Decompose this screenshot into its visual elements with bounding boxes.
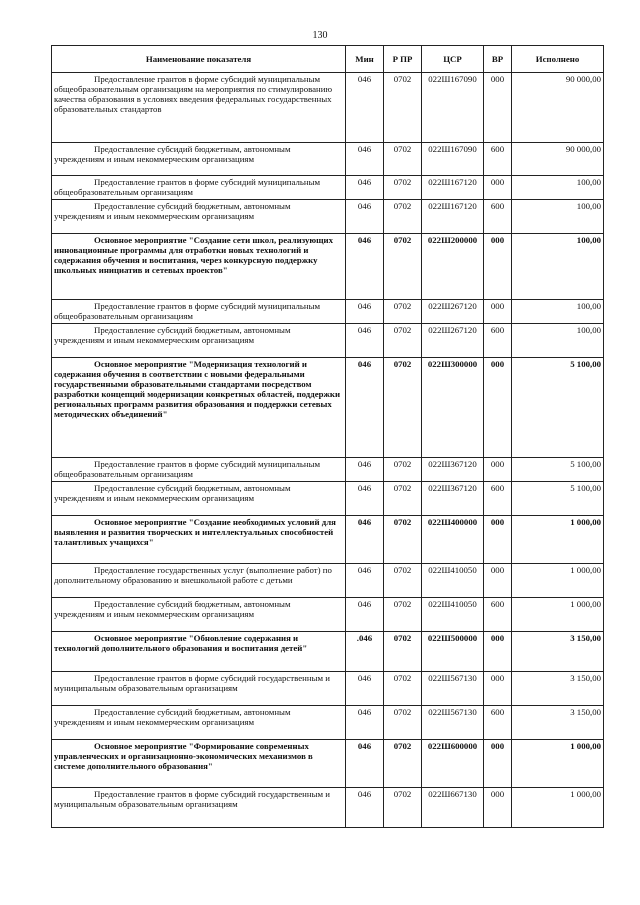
cell-min: 046: [346, 482, 384, 516]
cell-rpr: 0702: [384, 672, 422, 706]
row-name: Предоставление грантов в форме субсидий муниципальным общеобразовательным организациям: [54, 301, 321, 321]
row-name: Предоставление субсидий бюджетным, автономным учреждениям и иным некоммерческим организациям: [54, 325, 291, 345]
cell-done: 100,00: [512, 324, 604, 358]
table-row: [52, 234, 604, 300]
cell-rpr: 0702: [384, 358, 422, 458]
table-row: [52, 740, 604, 788]
cell-done: 1 000,00: [512, 788, 604, 828]
cell-done: 90 000,00: [512, 73, 604, 143]
cell-name: [52, 73, 346, 143]
cell-rpr: 0702: [384, 788, 422, 828]
cell-vr: 600: [484, 482, 512, 516]
cell-min: 046: [346, 143, 384, 176]
cell-vr: 000: [484, 358, 512, 458]
cell-rpr: 0702: [384, 598, 422, 632]
cell-csr: 022Ш567130: [422, 672, 484, 706]
table-row: [52, 358, 604, 458]
table-row: [52, 788, 604, 828]
row-name: Основное мероприятие "Модернизация технологий и содержания обучения в соответствии с новыми федеральными государственными образовательными стандартами посредством разработки концепций модернизации конкретных областей, поддержки региональных программ развития образования и поддержки сетевых методических объединений": [54, 359, 341, 419]
cell-name: [52, 516, 346, 564]
cell-vr: 000: [484, 788, 512, 828]
cell-name: [52, 143, 346, 176]
cell-rpr: 0702: [384, 632, 422, 672]
cell-csr: 022Ш667130: [422, 788, 484, 828]
table-row: [52, 564, 604, 598]
cell-done: 5 100,00: [512, 482, 604, 516]
cell-vr: 000: [484, 234, 512, 300]
header-min: Мин: [346, 46, 384, 73]
table-row: [52, 672, 604, 706]
cell-rpr: 0702: [384, 300, 422, 324]
cell-vr: 000: [484, 564, 512, 598]
cell-rpr: 0702: [384, 516, 422, 564]
cell-csr: 022Ш300000: [422, 358, 484, 458]
cell-min: 046: [346, 200, 384, 234]
cell-vr: 600: [484, 706, 512, 740]
cell-min: 046: [346, 300, 384, 324]
cell-vr: 600: [484, 598, 512, 632]
cell-vr: 000: [484, 458, 512, 482]
cell-csr: 022Ш567130: [422, 706, 484, 740]
cell-csr: 022Ш167090: [422, 143, 484, 176]
cell-done: 3 150,00: [512, 672, 604, 706]
row-name: Предоставление грантов в форме субсидий муниципальным общеобразовательным организациям: [54, 177, 321, 197]
cell-rpr: 0702: [384, 234, 422, 300]
cell-rpr: 0702: [384, 73, 422, 143]
cell-csr: 022Ш500000: [422, 632, 484, 672]
cell-done: 100,00: [512, 300, 604, 324]
header-name: Наименование показателя: [52, 46, 346, 73]
cell-name: [52, 358, 346, 458]
cell-vr: 000: [484, 672, 512, 706]
cell-done: 90 000,00: [512, 143, 604, 176]
cell-csr: 022Ш167120: [422, 200, 484, 234]
header-rpr: Р ПР: [384, 46, 422, 73]
cell-rpr: 0702: [384, 482, 422, 516]
row-name: Предоставление грантов в форме субсидий государственным и муниципальным образовательным организациям: [54, 673, 330, 693]
table-row: [52, 324, 604, 358]
cell-name: [52, 482, 346, 516]
cell-rpr: 0702: [384, 740, 422, 788]
cell-name: [52, 564, 346, 598]
header-csr: ЦСР: [422, 46, 484, 73]
table-row: [52, 706, 604, 740]
cell-name: [52, 740, 346, 788]
cell-rpr: 0702: [384, 143, 422, 176]
table-row: [52, 176, 604, 200]
cell-vr: 000: [484, 740, 512, 788]
table-row: [52, 458, 604, 482]
cell-min: 046: [346, 672, 384, 706]
cell-name: [52, 458, 346, 482]
cell-min: 046: [346, 234, 384, 300]
row-name: Основное мероприятие "Создание сети школ, реализующих инновационные программы для отработки новых технологий и содержания обучения и воспитания, через конкурсную поддержку школьных инициатив и сетевых проектов": [54, 235, 334, 275]
cell-done: 100,00: [512, 200, 604, 234]
row-name: Предоставление субсидий бюджетным, автономным учреждениям и иным некоммерческим организациям: [54, 707, 291, 727]
cell-done: 1 000,00: [512, 598, 604, 632]
row-name: Предоставление субсидий бюджетным, автономным учреждениям и иным некоммерческим организациям: [54, 599, 291, 619]
cell-name: [52, 176, 346, 200]
cell-vr: 600: [484, 143, 512, 176]
row-name: Предоставление грантов в форме субсидий государственным и муниципальным образовательным организациям: [54, 789, 330, 809]
cell-vr: 000: [484, 516, 512, 564]
cell-done: 3 150,00: [512, 632, 604, 672]
row-name: Предоставление грантов в форме субсидий муниципальным общеобразовательным организациям на мероприятия по стимулированию качества образования в условиях введения федеральных государственных образовательных стандартов: [54, 74, 333, 114]
cell-done: 1 000,00: [512, 564, 604, 598]
cell-vr: 000: [484, 300, 512, 324]
cell-csr: 022Ш410050: [422, 598, 484, 632]
cell-min: .046: [346, 632, 384, 672]
cell-csr: 022Ш167120: [422, 176, 484, 200]
cell-min: 046: [346, 358, 384, 458]
table-row: [52, 73, 604, 143]
cell-done: 1 000,00: [512, 516, 604, 564]
table-row: [52, 200, 604, 234]
cell-csr: 022Ш367120: [422, 482, 484, 516]
header-done: Исполнено: [512, 46, 604, 73]
cell-done: 5 100,00: [512, 458, 604, 482]
row-name: Основное мероприятие "Формирование современных управленческих и организационно-экономических механизмов в системе дополнительного образования": [54, 741, 313, 771]
table-row: [52, 598, 604, 632]
cell-done: 100,00: [512, 234, 604, 300]
cell-vr: 000: [484, 632, 512, 672]
table-row: [52, 516, 604, 564]
cell-csr: 022Ш600000: [422, 740, 484, 788]
table-row: [52, 632, 604, 672]
row-name: Предоставление субсидий бюджетным, автономным учреждениям и иным некоммерческим организациям: [54, 201, 291, 221]
cell-done: 1 000,00: [512, 740, 604, 788]
cell-rpr: 0702: [384, 200, 422, 234]
cell-name: [52, 598, 346, 632]
cell-csr: 022Ш400000: [422, 516, 484, 564]
cell-csr: 022Ш367120: [422, 458, 484, 482]
table-header-row: [52, 46, 604, 73]
cell-min: 046: [346, 788, 384, 828]
cell-done: 100,00: [512, 176, 604, 200]
cell-min: 046: [346, 564, 384, 598]
row-name: Предоставление грантов в форме субсидий муниципальным общеобразовательным организациям: [54, 459, 321, 479]
cell-min: 046: [346, 324, 384, 358]
cell-min: 046: [346, 73, 384, 143]
table-row: [52, 143, 604, 176]
cell-rpr: 0702: [384, 176, 422, 200]
cell-done: 3 150,00: [512, 706, 604, 740]
cell-csr: 022Ш267120: [422, 300, 484, 324]
cell-min: 046: [346, 598, 384, 632]
cell-rpr: 0702: [384, 564, 422, 598]
cell-name: [52, 300, 346, 324]
cell-name: [52, 632, 346, 672]
cell-vr: 600: [484, 324, 512, 358]
cell-min: 046: [346, 176, 384, 200]
row-name: Основное мероприятие "Создание необходимых условий для выявления и развития творческих и интеллектуальных способностей талантливых учащихся": [54, 517, 336, 547]
cell-rpr: 0702: [384, 458, 422, 482]
cell-done: 5 100,00: [512, 358, 604, 458]
table-row: [52, 300, 604, 324]
cell-name: [52, 200, 346, 234]
table-row: [52, 482, 604, 516]
row-name: Предоставление субсидий бюджетным, автономным учреждениям и иным некоммерческим организациям: [54, 483, 291, 503]
row-name: Основное мероприятие "Обновление содержания и технологий дополнительного образования и воспитания детей": [54, 633, 308, 653]
cell-min: 046: [346, 458, 384, 482]
cell-csr: 022Ш200000: [422, 234, 484, 300]
cell-name: [52, 324, 346, 358]
header-vr: ВР: [484, 46, 512, 73]
page-number: 130: [312, 30, 328, 41]
cell-min: 046: [346, 516, 384, 564]
cell-min: 046: [346, 706, 384, 740]
cell-csr: 022Ш267120: [422, 324, 484, 358]
cell-rpr: 0702: [384, 706, 422, 740]
cell-name: [52, 234, 346, 300]
cell-vr: 000: [484, 176, 512, 200]
cell-name: [52, 706, 346, 740]
cell-rpr: 0702: [384, 324, 422, 358]
row-name: Предоставление государственных услуг (выполнение работ) по дополнительному образованию и внешкольной работе с детьми: [54, 565, 332, 585]
cell-vr: 000: [484, 73, 512, 143]
cell-csr: 022Ш167090: [422, 73, 484, 143]
cell-vr: 600: [484, 200, 512, 234]
cell-min: 046: [346, 740, 384, 788]
row-name: Предоставление субсидий бюджетным, автономным учреждениям и иным некоммерческим организациям: [54, 144, 291, 164]
budget-table: [51, 45, 604, 828]
cell-csr: 022Ш410050: [422, 564, 484, 598]
cell-name: [52, 672, 346, 706]
cell-name: [52, 788, 346, 828]
